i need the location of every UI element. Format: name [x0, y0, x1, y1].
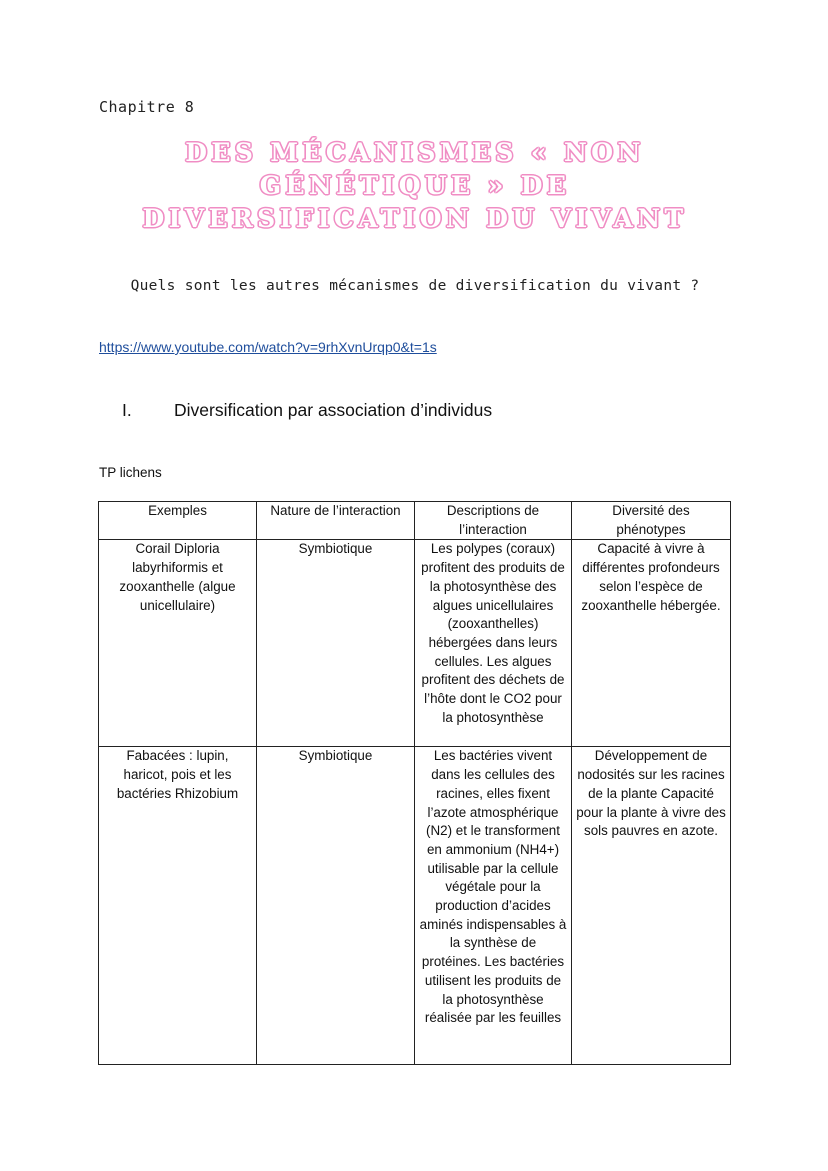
header-diversite: Diversité des phénotypes: [572, 502, 731, 540]
table-cell: Symbiotique: [257, 747, 415, 1065]
video-link[interactable]: https://www.youtube.com/watch?v=9rhXvnUrqp0&t=1s: [99, 339, 437, 355]
guiding-question: Quels sont les autres mécanismes de diversification du vivant ?: [130, 278, 700, 294]
section-number: I.: [122, 400, 132, 420]
table-cell: Les bactéries vivent dans les cellules des racines, elles fixent l’azote atmosphérique (N2) et le transforment en ammonium (NH4+) utilisable par la cellule végétale pour la production d’acides aminés indispensables à la synthèse de protéines. Les bactéries utilisent les produits de la photosynthèse réalisée par les feuilles: [415, 747, 572, 1065]
header-descriptions: Descriptions de l’interaction: [415, 502, 572, 540]
table-row: [99, 747, 731, 1065]
table-header-row: [99, 502, 731, 540]
chapter-label: Chapitre 8: [99, 98, 195, 116]
table-row: [99, 540, 731, 747]
section-heading: [122, 400, 492, 421]
header-nature: Nature de l’interaction: [257, 502, 415, 540]
chapter-title: DES MÉCANISMES « NON GÉNÉTIQUE » DE DIVERSIFICATION DU VIVANT: [142, 138, 688, 233]
table-cell: Développement de nodosités sur les racines de la plante Capacité pour la plante à vivre des sols pauvres en azote.: [572, 747, 731, 1065]
table-cell: Capacité à vivre à différentes profondeurs selon l’espèce de zooxanthelle hébergée.: [572, 540, 731, 747]
tp-label: TP lichens: [99, 465, 162, 480]
table-cell: Les polypes (coraux) profitent des produits de la photosynthèse des algues unicellulaires (zooxanthelles) hébergées dans leurs cellules. Les algues profitent des déchets de l’hôte dont le CO2 pour la photosynthèse: [415, 540, 572, 747]
table-cell: Fabacées : lupin, haricot, pois et les bactéries Rhizobium: [99, 747, 257, 1065]
section-title: Diversification par association d’individus: [174, 400, 493, 420]
interaction-table: [98, 501, 731, 1065]
table-cell: Corail Diploria labyrhiformis et zooxanthelle (algue unicellulaire): [99, 540, 257, 747]
table-cell: Symbiotique: [257, 540, 415, 747]
header-exemples: Exemples: [99, 502, 257, 540]
